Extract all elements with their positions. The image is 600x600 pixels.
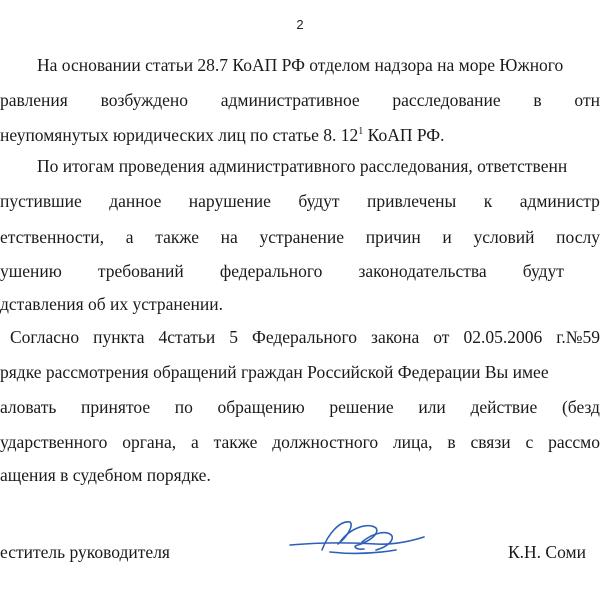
text-word: с: [525, 432, 534, 452]
paragraph-2-line-5: дставления об их устранении.: [0, 294, 224, 314]
paragraph-3-line-2: рядке рассмотрения обращений граждан Российской Федерации Вы имее: [0, 362, 549, 382]
text-word: рассмо: [548, 432, 600, 452]
text-word: послу: [556, 227, 600, 247]
text-word: возбуждено: [100, 90, 189, 110]
signature-icon: [288, 512, 428, 560]
text-word: закона: [371, 327, 420, 347]
text-word: 4статьи: [158, 327, 216, 347]
text-word: по: [174, 397, 193, 417]
text-word: федерального: [219, 261, 323, 281]
text-word: 5: [229, 327, 238, 347]
text-word: (безд: [561, 397, 600, 417]
paragraph-3-line-4: [0, 431, 600, 453]
signatory-position: еститель руководителя: [0, 542, 170, 562]
text-word: обращению: [217, 397, 305, 417]
paragraph-2-line-1: По итогам проведения административного расследования, ответственн: [37, 156, 568, 176]
paragraph-1-line-3: неупомянутых юридических лиц по статье 8. $12^1$ КоАП РФ.: [0, 125, 445, 145]
text-word: связи: [470, 432, 511, 452]
text-word: решение: [329, 397, 394, 417]
paragraph-3-line-5: ащения в судебном порядке.: [0, 465, 211, 485]
paragraph-3-line-1: [0, 326, 600, 348]
page-number: 2: [296, 17, 304, 32]
paragraph-2-line-2: [0, 190, 600, 212]
text-word: пустившие: [0, 191, 82, 211]
text-word: условий: [473, 227, 535, 247]
text-word: привлечены: [367, 191, 457, 211]
text-word: а: [125, 227, 134, 247]
text-word: нарушение: [188, 191, 271, 211]
text-word: расследование: [392, 90, 501, 110]
text-word: г.№59: [556, 327, 600, 347]
text-word: ушению: [0, 261, 62, 281]
text-word: аловать: [0, 397, 57, 417]
text-word: ударственного: [0, 432, 108, 452]
paragraph-2-line-3: [0, 226, 600, 248]
text-word: на: [220, 227, 238, 247]
text-word: в: [447, 432, 456, 452]
text-word: к: [483, 191, 493, 211]
text-word: Согласно: [10, 327, 80, 347]
text-word: от: [433, 327, 450, 347]
text-word: 02.05.2006: [463, 327, 543, 347]
text-word: лица,: [392, 432, 433, 452]
text-word: также: [213, 432, 258, 452]
text-word: Федерального: [252, 327, 358, 347]
text-word: будут: [522, 261, 564, 281]
text-word: данное: [109, 191, 162, 211]
text-word: законодательства: [358, 261, 487, 281]
text-word: должностного: [272, 432, 379, 452]
text-word: равления: [0, 90, 68, 110]
paragraph-1-line-1: На основании статьи 28.7 КоАП РФ отделом надзора на море Южного: [37, 55, 564, 75]
paragraph-2-line-4: [0, 260, 600, 282]
text-word: в: [533, 90, 542, 110]
text-word: отн: [574, 90, 600, 110]
text-word: и: [442, 227, 452, 247]
text-word: или: [418, 397, 446, 417]
paragraph-3-line-3: [0, 396, 600, 418]
text-word: органа,: [122, 432, 177, 452]
text-word: также: [155, 227, 199, 247]
text-word: будут: [298, 191, 340, 211]
text-word: требований: [97, 261, 184, 281]
text-word: а: [191, 432, 199, 452]
text-word: устранение: [259, 227, 345, 247]
text-word: принятое: [81, 397, 151, 417]
text-word: етственности,: [0, 227, 105, 247]
text-word: администр: [519, 191, 600, 211]
signatory-name: К.Н. Соми: [508, 542, 586, 562]
paragraph-1-line-2: [0, 89, 600, 111]
text-word: действие: [470, 397, 538, 417]
text-word: пункта: [93, 327, 145, 347]
text-word: административное: [220, 90, 360, 110]
text-word: причин: [365, 227, 421, 247]
